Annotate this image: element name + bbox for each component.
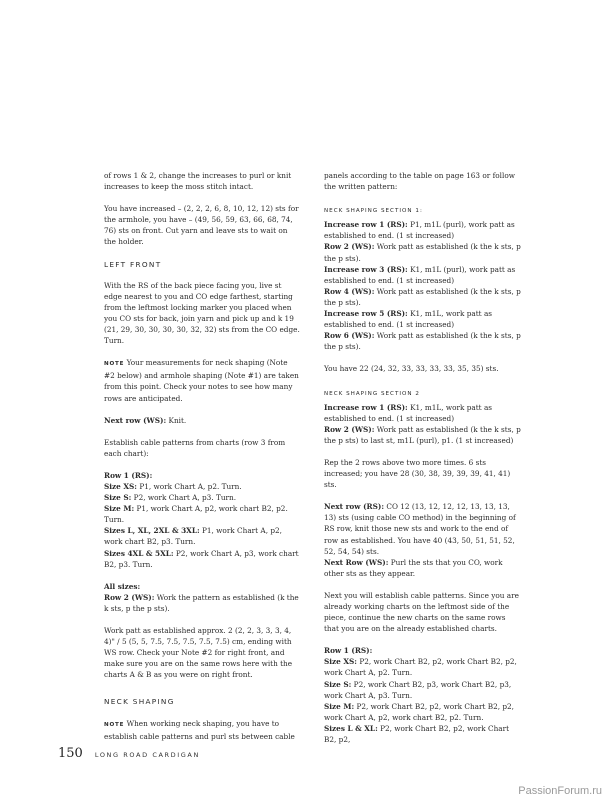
rc-xs-label: Size XS: xyxy=(324,657,357,667)
inc-row1-text: P1, m1L (purl), work patt as established to end. (1 st increased) xyxy=(324,220,515,241)
row1-label: Row 1 (RS): xyxy=(104,470,153,480)
inc-row1-line xyxy=(324,219,522,241)
row4-label: Row 4 (WS): xyxy=(324,286,375,296)
size-4xl-line xyxy=(104,548,300,570)
book-title: LONG ROAD CARDIGAN xyxy=(94,751,200,759)
size-4xl-label: Sizes 4XL & 5XL: xyxy=(104,548,174,558)
size-m-text: P1, work Chart A, p2, work chart B2, p2. Turn. xyxy=(104,504,288,525)
work-patt-paragraph: Work patt as established approx. 2 (2, 2, 3, 3, 3, 4, 4)" / 5 (5, 5, 7.5, 7.5, 7.5, 7.5, 7.5) cm, ending with WS row. Check your Note #2 for right front, and make sure you are on the same rows here with the charts A & B as you were on right front. xyxy=(104,626,293,680)
inc-row1-label: Increase row 1 (RS): xyxy=(324,220,408,230)
next-ws-label: Next Row (WS): xyxy=(324,557,389,567)
panels-paragraph: panels according to the table on page 163 or follow the written pattern: xyxy=(324,171,515,192)
next-rs-text: CO 12 (13, 12, 12, 12, 13, 13, 13, 13) sts (using cable CO method) in the beginning of RS row, knit those new sts and work to the end of row as established. You have 40 (43, 50, 51, 51, 52, 52, 54, 54) sts. xyxy=(324,502,516,556)
rep-paragraph: Rep the 2 rows above two more times. 6 sts increased; you have 28 (30, 38, 39, 39, 39, 41, 41) sts. xyxy=(324,457,511,490)
rc-lxl-line xyxy=(324,723,522,745)
neck-note-paragraph xyxy=(104,718,300,742)
s2-row2-line xyxy=(324,424,522,446)
next-row-paragraph xyxy=(104,415,300,426)
size-l-label: Sizes L, XL, 2XL & 3XL: xyxy=(104,526,200,536)
rc-xs-line xyxy=(324,656,522,678)
row6-text: Work patt as established (k the k sts, p the p sts). xyxy=(324,331,521,352)
note-paragraph xyxy=(104,357,300,403)
intro-paragraph: of rows 1 & 2, change the increases to purl or knit increases to keep the moss stitch intact. xyxy=(104,171,292,192)
next-ws-text: Purl the sts that you CO, work other sts as they appear. xyxy=(324,557,503,578)
left-front-paragraph: With the RS of the back piece facing you, live st edge nearest to you and CO edge farthest, starting from the leftmost locking marker you placed when you CO sts for back, join yarn and pick up and k 19 (21, 29, 30, 30, 30, 30, 32, 32) sts from the CO edge. Turn. xyxy=(104,280,300,346)
rc-m-text: P2, work Chart B2, p2, work Chart B2, p2, work Chart A, p2, work chart B2, p2. Turn. xyxy=(324,701,515,722)
page-number: 150 xyxy=(58,746,83,761)
inc-row3-text: K1, m1L (purl), work patt as established to end. (1 st increased) xyxy=(324,264,516,285)
inc-row3-label: Increase row 3 (RS): xyxy=(324,264,408,274)
left-front-heading: LEFT FRONT xyxy=(104,259,162,269)
s2-inc-row1-line xyxy=(324,402,522,424)
size-xs-label: Size XS: xyxy=(104,481,137,491)
row2-text: Work patt as established (k the k sts, p the p sts). xyxy=(324,242,521,263)
size-m-label: Size M: xyxy=(104,504,135,514)
note-label: NOTE xyxy=(104,361,125,368)
size-s-text: P2, work Chart A, p3. Turn. xyxy=(131,493,237,503)
size-s-line xyxy=(104,492,300,503)
s2-row2-text: Work patt as established (k the k sts, p the p sts) to last st, m1L (purl), p1. (1 st increased) xyxy=(324,424,521,445)
section2-heading: NECK SHAPING SECTION 2 xyxy=(324,390,420,397)
row2-line xyxy=(104,592,300,614)
neck-shaping-heading: NECK SHAPING xyxy=(104,697,175,707)
rc-lxl-label: Sizes L & XL: xyxy=(324,723,378,733)
size-xs-text: P1, work Chart A, p2. Turn. xyxy=(137,481,242,491)
note-text: Your measurements for neck shaping (Note #2 below) and armhole shaping (Note #1) are taken from this point. Check your notes to see how many rows are anticipated. xyxy=(104,358,299,403)
all-sizes-label: All sizes: xyxy=(104,581,141,591)
rc-s-text: P2, work Chart B2, p3, work Chart B2, p3, work Chart A, p3. Turn. xyxy=(324,679,512,700)
watermark: PassionForum.ru xyxy=(518,785,602,797)
page-footer xyxy=(58,746,200,762)
row2-line xyxy=(324,241,522,263)
next-you-paragraph: Next you will establish cable patterns. Since you are already working charts on the leftmost side of the piece, continue the new charts on the same rows that you are on the already established charts. xyxy=(324,590,519,634)
inc-row5-label: Increase row 5 (RS): xyxy=(324,309,408,319)
size-l-line xyxy=(104,525,300,547)
next-ws-line xyxy=(324,557,522,579)
establish-paragraph: Establish cable patterns from charts (row 3 from each chart): xyxy=(104,437,286,458)
s2-inc-row1-label: Increase row 1 (RS): xyxy=(324,402,408,412)
next-rs-label: Next row (RS): xyxy=(324,502,385,512)
section1-heading: NECK SHAPING SECTION 1: xyxy=(324,208,423,215)
inc-row5-line xyxy=(324,308,522,330)
size-m-line xyxy=(104,503,300,525)
inc-row3-line xyxy=(324,264,522,286)
size-l-text: P1, work Chart A, p2, work chart B2, p3. Turn. xyxy=(104,526,282,547)
row2-label: Row 2 (WS): xyxy=(324,242,375,252)
left-column xyxy=(104,170,300,753)
row6-line xyxy=(324,330,522,352)
row2-label: Row 2 (WS): xyxy=(104,592,155,602)
size-xs-line xyxy=(104,481,300,492)
row4-line xyxy=(324,286,522,308)
s2-row2-label: Row 2 (WS): xyxy=(324,424,375,434)
rc-m-line xyxy=(324,701,522,723)
inc-row5-text: K1, m1L, work patt as established to end. (1 st increased) xyxy=(324,309,493,330)
next-rs-line xyxy=(324,501,522,556)
row6-label: Row 6 (WS): xyxy=(324,331,375,341)
rc-row1-label: Row 1 (RS): xyxy=(324,646,373,656)
next-row-text: Knit. xyxy=(166,415,187,425)
rc-xs-text: P2, work Chart B2, p2, work Chart B2, p2, work Chart A, p2. Turn. xyxy=(324,657,517,678)
neck-note-text: When working neck shaping, you have to establish cable patterns and purl sts between cable xyxy=(104,718,295,741)
s2-inc-row1-text: K1, m1L, work patt as established to end. (1 st increased) xyxy=(324,402,493,423)
row4-text: Work patt as established (k the k sts, p the p sts). xyxy=(324,286,521,307)
next-row-label: Next row (WS): xyxy=(104,415,167,425)
rc-m-label: Size M: xyxy=(324,701,355,711)
neck-note-label: NOTE xyxy=(104,721,125,728)
size-s-label: Size S: xyxy=(104,493,132,503)
right-column xyxy=(324,170,522,745)
size-4xl-text: P2, work Chart A, p3, work chart B2, p3. Turn. xyxy=(104,548,299,569)
have22-paragraph: You have 22 (24, 32, 33, 33, 33, 33, 35, 35) sts. xyxy=(324,364,499,374)
rc-s-label: Size S: xyxy=(324,679,352,689)
rc-lxl-text: P2, work Chart B2, p2, work Chart B2, p2, xyxy=(324,723,510,745)
increased-paragraph: You have increased – (2, 2, 2, 6, 8, 10, 12, 12) sts for the armhole, you have – (49, 56, 59, 63, 66, 68, 74, 76) sts on front. Cut yarn and leave sts to wait on the holder. xyxy=(104,204,299,247)
rc-s-line xyxy=(324,679,522,701)
row2-text: Work the pattern as established (k the k sts, p the p sts). xyxy=(104,592,299,613)
